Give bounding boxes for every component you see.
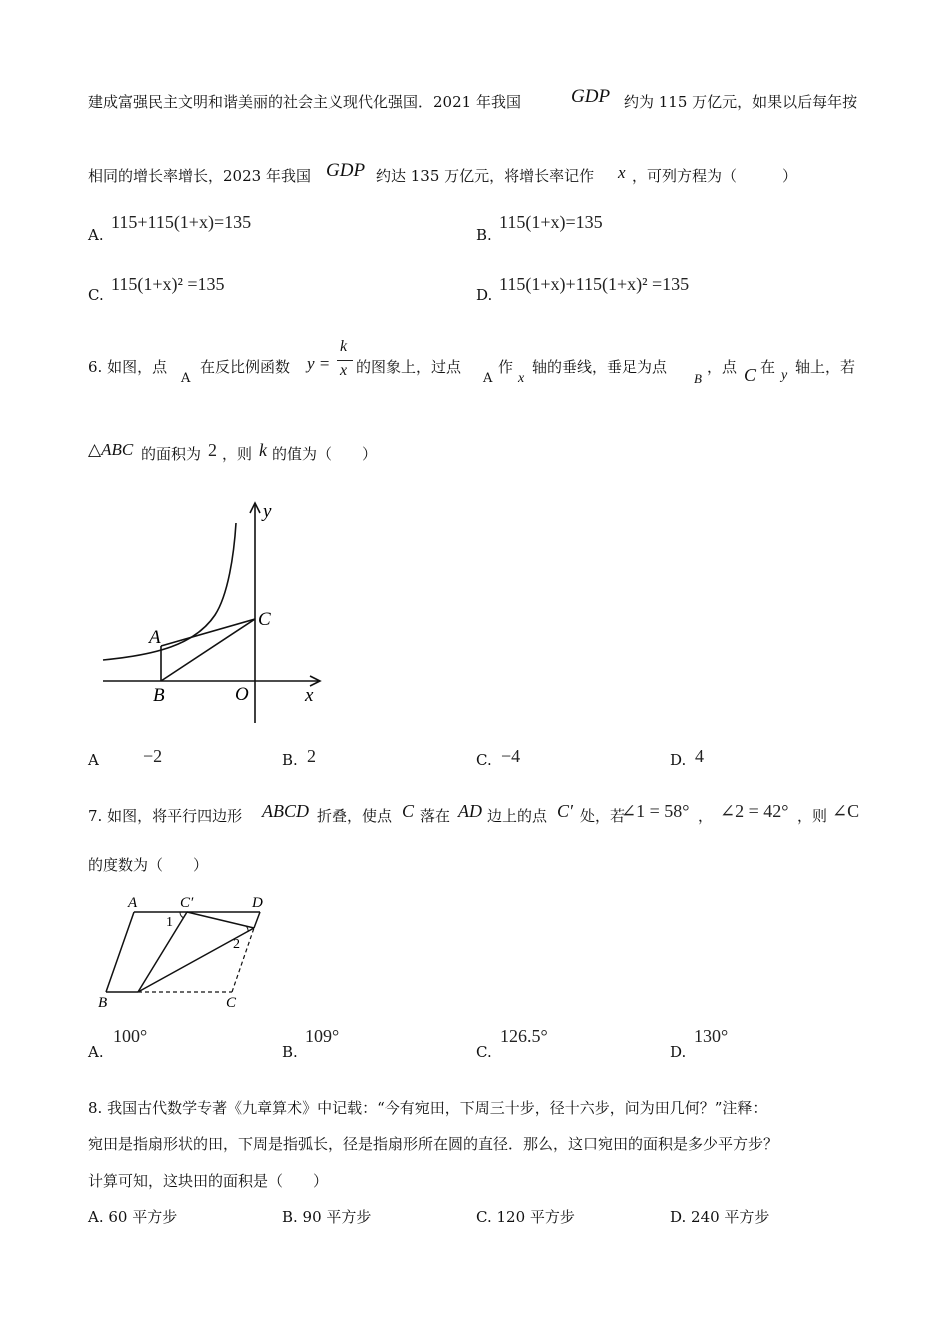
q7-opt-a-label[interactable]: A. <box>88 1043 104 1061</box>
q5-line1-a: 建成富强民主文明和谐美丽的社会主义现代化强国．2021 年我国 <box>88 93 521 111</box>
q6-opt-b[interactable]: 2 <box>307 746 316 766</box>
q6-opt-d-label[interactable]: D. <box>670 751 687 769</box>
q7-angle-c: ∠C <box>832 801 860 821</box>
q7-t5: 处，若 <box>580 807 626 825</box>
q6-label-a: A <box>149 627 161 648</box>
q7-opt-d[interactable]: 130° <box>694 1026 729 1046</box>
q8-opt-c[interactable]: C. 120 平方步 <box>476 1208 575 1226</box>
q5-line2-c: ，可列方程为（ ） <box>632 167 798 185</box>
q6-k: k <box>259 440 267 460</box>
q5-line2-a: 相同的增长率增长，2023 年我国 <box>88 167 311 185</box>
q7-fold-cp-f <box>187 912 254 928</box>
q6-t6: 在 <box>760 358 776 376</box>
q7-point-cp: C′ <box>557 801 573 821</box>
q6-axis-y: y <box>781 368 788 383</box>
q7-opt-c[interactable]: 126.5° <box>500 1026 548 1046</box>
q8-opt-a[interactable]: A. 60 平方步 <box>88 1208 178 1226</box>
q7-point-c: C <box>402 801 415 821</box>
q6-opt-a-label[interactable]: A <box>88 751 99 769</box>
q6-label-o: O <box>235 684 249 705</box>
q6-label-c: C <box>258 609 271 630</box>
q5-line1-b: 约为 115 万亿元，如果以后每年按 <box>624 93 858 111</box>
q6-t5: ，点 <box>707 358 738 376</box>
q7-side-fd <box>254 912 260 928</box>
q5-opt-c-label[interactable]: C. <box>88 286 104 304</box>
q7-label-b: B <box>98 995 108 1011</box>
q6-curve <box>103 523 236 660</box>
q5-opt-d[interactable]: 115(1+x)+115(1+x)² =135 <box>499 274 690 294</box>
q7-opt-a[interactable]: 100° <box>113 1026 148 1046</box>
q5-var-x: x <box>618 163 626 182</box>
q7-label-2: 2 <box>233 937 240 952</box>
q5-opt-a[interactable]: 115+115(1+x)=135 <box>111 212 252 232</box>
q6-func-y: y = <box>307 354 331 373</box>
q6-label-x: x <box>305 685 314 706</box>
q6-line2-b: ，则 <box>222 445 253 463</box>
q6-point-a: A <box>181 371 191 386</box>
q7-line2: 的度数为（ ） <box>88 856 209 874</box>
q7-t2: 折叠，使点 <box>317 807 393 825</box>
q7-label-1: 1 <box>166 915 173 930</box>
q8-line2: 宛田是指扇形状的田，下周是指弧长，径是指扇形所在圆的直径．那么，这口宛田的面积是多少平方步？ <box>88 1135 779 1153</box>
q7-t6: ， <box>698 807 714 825</box>
q7-figure <box>92 890 277 1015</box>
q7-label-a: A <box>128 895 138 911</box>
q6-num: 6. 如图，点 <box>88 358 168 376</box>
q6-opt-a[interactable]: −2 <box>143 746 163 766</box>
q7-label-c: C <box>226 995 237 1011</box>
q6-axis-x: x <box>518 371 525 386</box>
q6-area: 2 <box>208 440 217 460</box>
q7-opt-b[interactable]: 109° <box>305 1026 340 1046</box>
q7-angle-2: ∠2 = 42° <box>720 801 789 821</box>
q5-opt-b[interactable]: 115(1+x)=135 <box>499 212 603 232</box>
q7-opt-c-label[interactable]: C. <box>476 1043 492 1061</box>
q7-t4: 边上的点 <box>487 807 548 825</box>
q5-line2-b: 约达 135 万亿元，将增长率记作 <box>376 167 595 185</box>
q6-opt-c-label[interactable]: C. <box>476 751 492 769</box>
q6-label-y: y <box>263 501 272 522</box>
q6-point-c: C <box>744 365 757 385</box>
q7-side-ab <box>106 912 134 992</box>
q8-line3: 计算可知，这块田的面积是（ ） <box>88 1172 329 1190</box>
q6-opt-b-label[interactable]: B. <box>282 751 298 769</box>
q6-triangle: △ABC <box>88 440 134 459</box>
q6-t4: 轴的垂线，垂足为点 <box>532 358 668 376</box>
q6-segment-bc <box>161 619 255 681</box>
q6-t3: 作 <box>498 358 514 376</box>
q7-opt-d-label[interactable]: D. <box>670 1043 687 1061</box>
q8-line1: 8. 我国古代数学专著《九章算术》中记载：“今有宛田，下周三十步，径十六步，问为田几何？”注释： <box>88 1099 768 1117</box>
q7-label-cp: C′ <box>180 895 194 911</box>
q6-figure <box>95 495 335 730</box>
q6-point-b: B <box>694 371 702 386</box>
q5-opt-c[interactable]: 115(1+x)² =135 <box>111 274 225 294</box>
q6-fraction-bar <box>337 360 353 361</box>
q5-gdp-1: GDP <box>571 86 611 107</box>
q6-point-a-2: A <box>483 371 493 386</box>
q5-opt-a-label[interactable]: A. <box>88 226 104 244</box>
q5-gdp-2: GDP <box>326 160 366 181</box>
q8-opt-d[interactable]: D. 240 平方步 <box>670 1208 770 1226</box>
q7-t1: 7. 如图，将平行四边形 <box>88 807 243 825</box>
q7-t3: 落在 <box>420 807 451 825</box>
q6-t2: 的图象上，过点 <box>356 358 462 376</box>
q6-opt-c[interactable]: −4 <box>501 746 521 766</box>
q7-ad: AD <box>458 801 482 821</box>
q8-opt-b[interactable]: B. 90 平方步 <box>282 1208 372 1226</box>
q6-t1: 在反比例函数 <box>200 358 291 376</box>
q6-label-b: B <box>153 685 165 706</box>
q7-abcd: ABCD <box>262 801 309 821</box>
q6-func-x: x <box>340 362 348 379</box>
q7-t7: ，则 <box>797 807 828 825</box>
q7-angle-1: ∠1 = 58° <box>621 801 690 821</box>
q6-line2-a: 的面积为 <box>141 445 202 463</box>
q6-t7: 轴上，若 <box>795 358 856 376</box>
q6-opt-d[interactable]: 4 <box>695 746 704 766</box>
q5-opt-b-label[interactable]: B. <box>476 226 492 244</box>
q6-func-k: k <box>340 338 348 355</box>
q7-fold-e-cp <box>138 912 187 992</box>
q5-opt-d-label[interactable]: D. <box>476 286 493 304</box>
q6-line2-c: 的值为（ ） <box>272 445 378 463</box>
q7-label-d: D <box>252 895 263 911</box>
q7-opt-b-label[interactable]: B. <box>282 1043 298 1061</box>
